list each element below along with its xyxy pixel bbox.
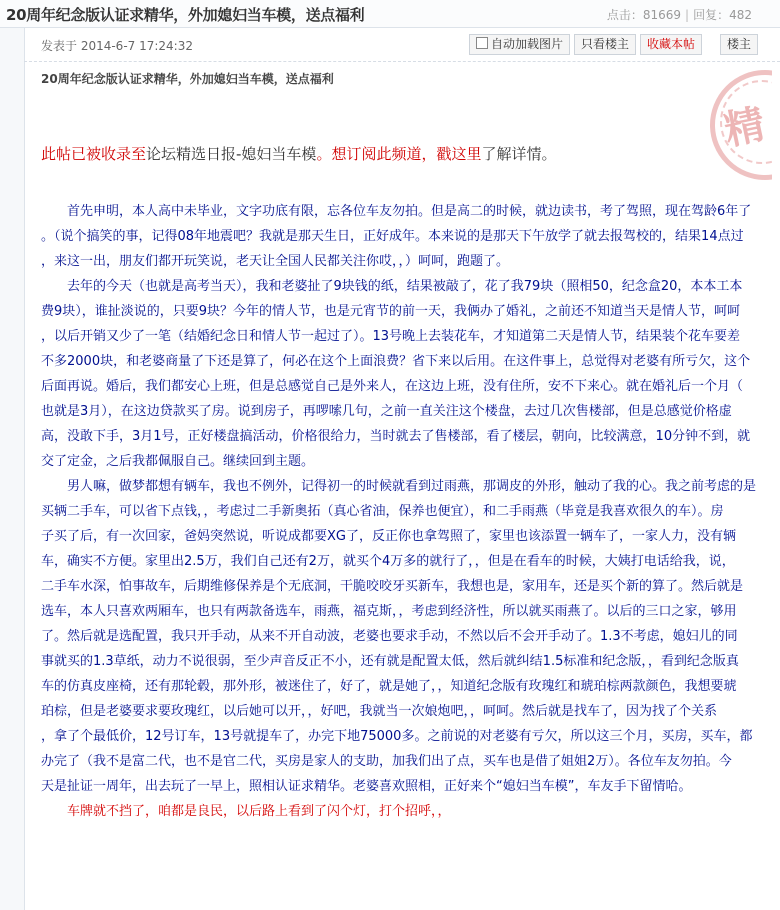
post-line: 不多2000块，和老婆商量了下还是算了，何必在这个上面浪费？省下来以后用。在这件事上，总觉得对老婆有所亏欠，这个	[41, 354, 751, 369]
notice-text-2: 。想订阅此频道，	[316, 145, 437, 163]
autoload-images-toggle[interactable]	[469, 34, 570, 55]
post-line: 办完了（我不是富二代，也不是官二代，买房是家人的支助，加我们出了点，买车也是借了姐姐2万）。各位车友勿拍。今	[41, 754, 732, 769]
views-count: 点击：81669	[606, 8, 682, 22]
post-line: 交了定金，之后我都佩服自己。继续回到主题。	[41, 454, 315, 469]
post-line: 也就是3月），在这边贷款买了房。说到房子，再啰嗦几句，之前一直关注这个楼盘，去过几次售楼部，但是总感觉价格虚	[41, 404, 732, 419]
post-line: 子买了后，有一次回家，爸妈突然说，听说成都要XG了，反正你也拿驾照了，家里也该添置一辆车了，一家人力，没有辆	[41, 529, 736, 544]
post-line: 了。然后就是选配置，我只开手动，从来不开自动波，老婆也要求手动，不然以后不会开手动了。1.3不考虑，媳妇儿的同	[41, 629, 738, 644]
notice-text-1: 此帖已被收录至	[41, 145, 147, 163]
author-sidebar	[0, 28, 25, 910]
post-line: 车的仿真皮座椅，还有那轮毂，那外形，被迷住了，好了，就是她了，，知道纪念版有玫瑰红和琥珀棕两款颜色，我想要琥	[41, 679, 737, 694]
post-body	[41, 199, 761, 824]
post-subtitle: 20周年纪念版认证求精华，外加媳妇当车模，送点福利	[41, 72, 334, 86]
stats-separator: |	[685, 8, 690, 22]
thread-stats	[607, 6, 752, 23]
post-line: ，以后开销又少了一笔（结婚纪念日和情人节一起过了）。13号晚上去装花车，才知道第二天是情人节，结果装个花车要差	[41, 329, 741, 344]
post-line: ，来这一出，朋友们都开玩笑说，老天让全国人民都关注你哎，，）呵呵，跑题了。	[41, 254, 510, 269]
featured-stamp	[706, 62, 772, 182]
autoload-images-label: 自动加载图片	[490, 37, 563, 51]
post-line: 车，确实不方便。家里出2.5万，我们自己还有2万，就买个4万多的就行了，，但是在看车的时候，大姨打电话给我，说，	[41, 554, 735, 569]
post-line: 去年的今天（也就是高考当天），我和老婆扯了9块钱的纸，结果被敲了，花了我79块（照相50，纪念盒20，本本工本	[41, 279, 743, 294]
post-tools	[469, 34, 758, 55]
post-line: 高，没敢下手，3月1号，正好楼盘搞活动，价格很给力，当时就去了售楼部，看了楼层，朝向，比较满意，10分钟不到，就	[41, 429, 751, 444]
notice-here-link[interactable]: 戳这里	[436, 145, 482, 163]
replies-count: 回复：482	[693, 8, 752, 22]
post-line: ，拿了个最低价，12号订车，13号就提车了，办完下地75000多。之前说的对老婆有亏欠，所以这三个月，买房，买车，都	[41, 729, 753, 744]
post-line: 男人嘛，做梦都想有辆车，我也不例外，记得初一的时候就看到过雨燕，那调皮的外形，触动了我的心。我之前考虑的是	[41, 479, 757, 494]
post-line: 二手车水深，怕事故车，后期维修保养是个无底洞，干脆咬咬牙买新车，我想也是，家用车，还是买个新的算了。然后就是	[41, 579, 744, 594]
post-line: 。（说个搞笑的事，记得08年地震吧？我就是那天生日，正好成年。本来说的是那天下午放学了就去报驾校的，结果14点过	[41, 229, 744, 244]
post-meta-bar	[24, 28, 780, 62]
notice-channel-link[interactable]: 论坛精选日报-媳妇当车模	[146, 145, 317, 163]
post-date: 发表于 2014-6-7 17:24:32	[41, 39, 193, 53]
post-paragraph-last: 车牌就不挡了，咱都是良民，以后路上看到了闪个灯，打个招呼，，	[41, 804, 451, 819]
digest-notice	[41, 143, 556, 164]
checkbox-icon[interactable]	[476, 37, 488, 49]
thread-title: 20周年纪念版认证求精华，外加媳妇当车模，送点福利	[6, 6, 365, 24]
post-line: 后面再说。婚后，我们都安心上班，但是总感觉自己是外来人，在这边上班，没有住所，安不下来心。就在婚礼后一个月（	[41, 379, 744, 394]
tools-spacer	[706, 34, 716, 55]
thread-header	[0, 0, 780, 28]
only-author-button[interactable]: 只看楼主	[574, 34, 636, 55]
post-line: 首先申明，本人高中未毕业，文字功底有限，忘各位车友勿拍。但是高二的时候，就边读书，考了驾照，现在驾龄6年了	[41, 204, 752, 219]
notice-text-3: 了解详情。	[481, 145, 557, 163]
post-line: 天是扯证一周年，出去玩了一早上，照相认证求精华。老婆喜欢照相，正好来个“媳妇当车模”，车友手下留情哈。	[41, 779, 692, 794]
stamp-glyph: 精	[720, 101, 770, 155]
post-line: 珀棕，但是老婆要求要玫瑰红，以后她可以开，，好吧，我就当一次娘炮吧，，呵呵。然后就是找车了，因为找了个关系	[41, 704, 718, 719]
post-line: 事就买的1.3草纸，动力不说很弱，至少声音反正不小，还有就是配置太低，然后就纠结1.5标准和纪念版，，看到纪念版真	[41, 654, 739, 669]
post-line: 选车，本人只喜欢两厢车，也只有两款备选车，雨燕，福克斯，，考虑到经济性，所以就买雨燕了。以后的三口之家，够用	[41, 604, 737, 619]
favorite-button[interactable]: 收藏本帖	[640, 34, 702, 55]
post-line: 费9块），谁扯淡说的，只要9块？今年的情人节，也是元宵节的前一天，我俩办了婚礼，之前还不知道当天是情人节，呵呵	[41, 304, 741, 319]
post-line: 买辆二手车，可以省下点钱，，考虑过二手新奥拓（真心省油，保养也便宜），和二手雨燕（毕竟是我喜欢很久的车）。房	[41, 504, 724, 519]
floor-label-button[interactable]: 楼主	[720, 34, 758, 55]
